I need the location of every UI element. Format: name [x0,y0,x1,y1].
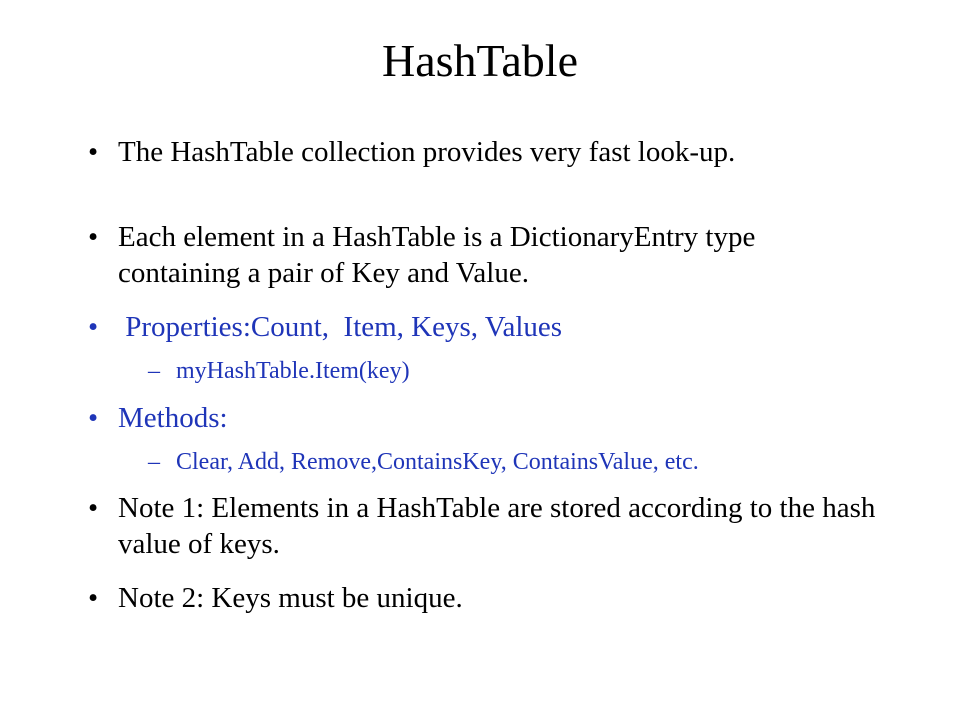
slide-title: HashTable [381,35,579,86]
bullet-text: Methods: [118,402,228,434]
bullet-marker: • [88,402,99,434]
sub-bullet-text: Clear, Add, Remove,ContainsKey, ContainsValue, etc. [176,449,699,475]
bullet-text: The HashTable collection provides very fast look-up. [118,136,736,168]
bullet-text: Note 1: Elements in a HashTable are stored according to the hash value of keys. [118,492,890,560]
bullet-text: Note 2: Keys must be unique. [118,582,463,614]
bullet-marker: • [88,221,99,253]
bullet-item [88,134,878,170]
bullet-item [88,309,878,345]
bullet-marker: • [88,582,99,614]
bullet-text: Properties:Count, Item, Keys, Values [118,311,563,343]
sub-bullet-item [148,447,888,477]
sub-bullet-marker: – [148,449,160,475]
bullet-item [88,580,878,616]
bullet-marker: • [88,311,99,343]
bullet-marker: • [88,136,99,168]
bullet-text: Each element in a HashTable is a DictionaryEntry type containing a pair of Key and Value. [118,221,756,289]
sub-bullet-text: myHashTable.Item(key) [176,358,410,384]
bullet-marker: • [88,492,99,524]
sub-bullet-marker: – [148,358,160,384]
bullet-item [88,219,878,291]
bullet-item [88,400,878,436]
bullet-item [88,490,890,562]
sub-bullet-item [148,356,888,386]
